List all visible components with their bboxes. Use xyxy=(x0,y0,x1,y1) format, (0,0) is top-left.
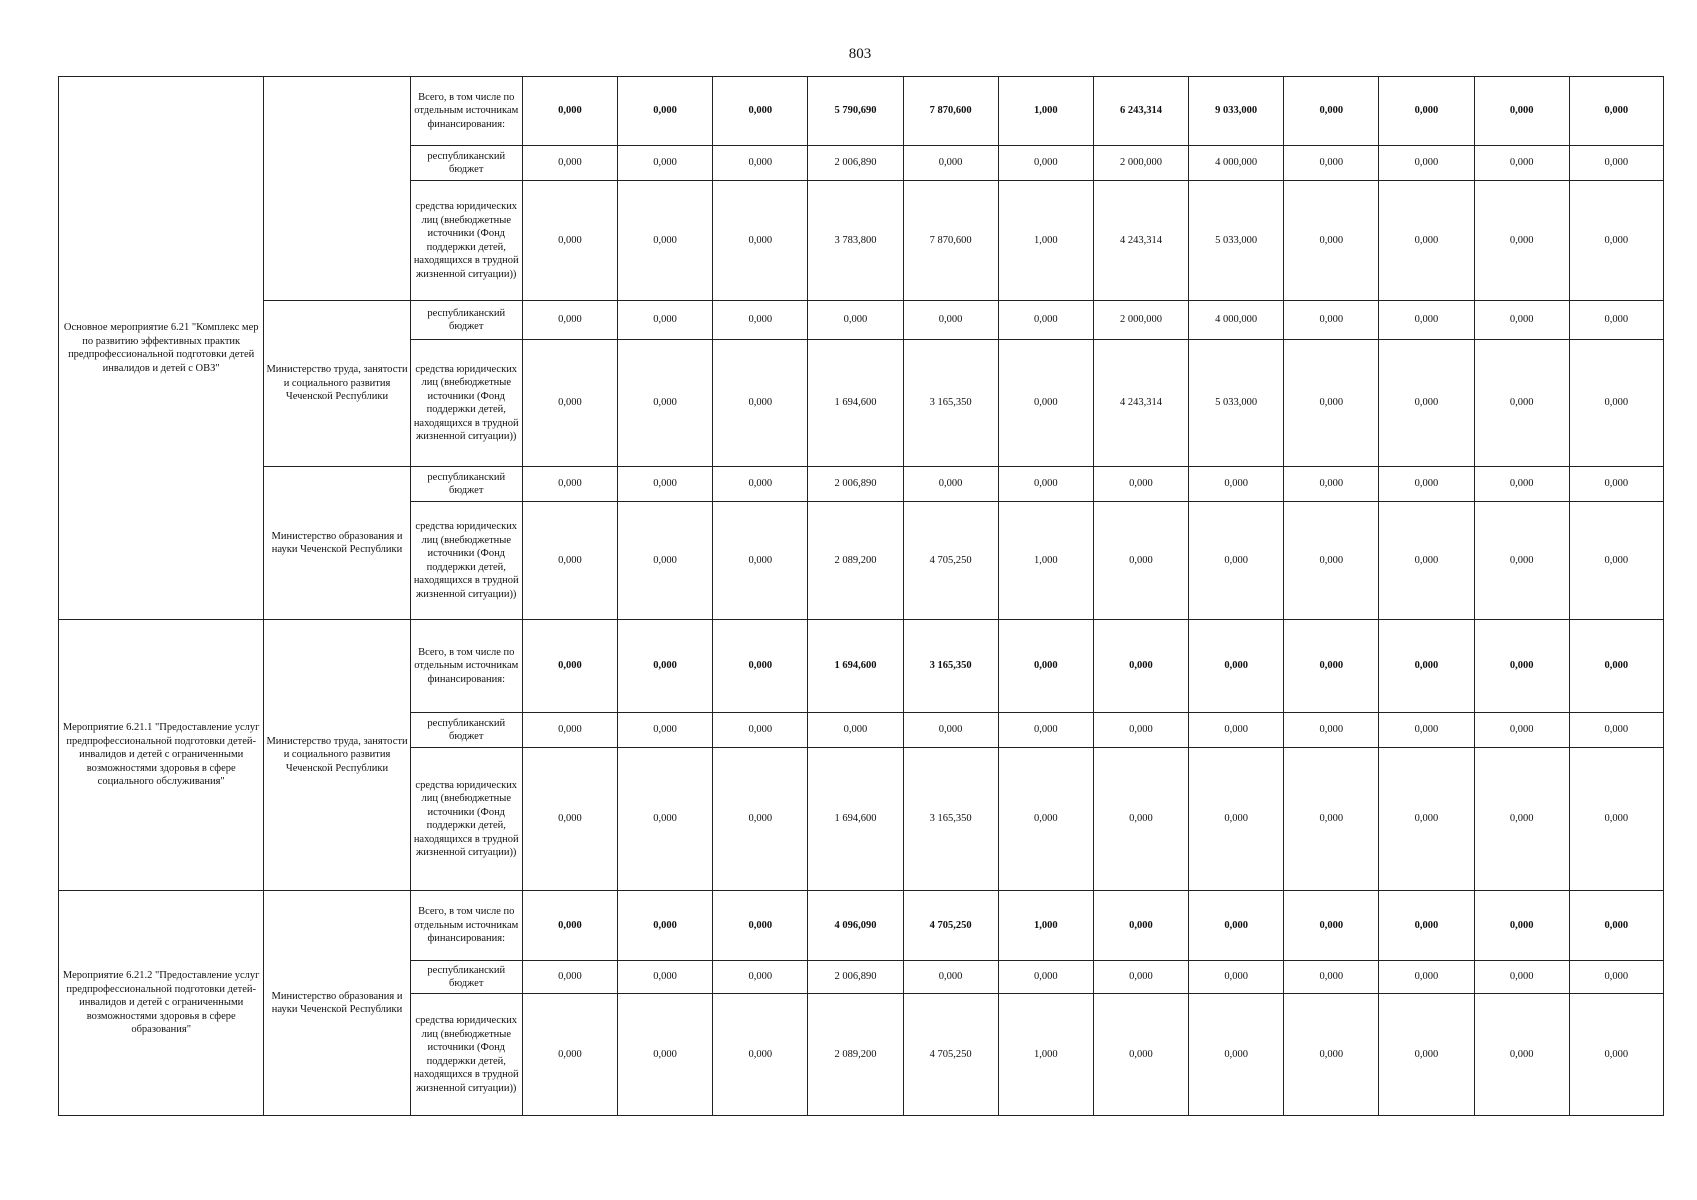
amount-cell: 0,000 xyxy=(618,301,713,340)
funding-source-cell: средства юридических лиц (внебюджетные источники (Фонд поддержки детей, находящихся в трудной жизненной ситуации)) xyxy=(410,994,522,1116)
funding-source-cell: республиканский бюджет xyxy=(410,146,522,181)
amount-cell: 0,000 xyxy=(903,713,998,748)
amount-cell: 0,000 xyxy=(618,620,713,713)
event-name-cell: Мероприятие 6.21.2 "Предоставление услуг предпрофессиональной подготовки детей-инвалидов и детей с ограниченными возможностями здоровья в сфере образования" xyxy=(59,891,264,1116)
amount-cell: 0,000 xyxy=(1474,994,1569,1116)
amount-cell: 1 694,600 xyxy=(808,340,903,467)
amount-cell: 0,000 xyxy=(713,301,808,340)
amount-cell: 0,000 xyxy=(1474,181,1569,301)
funding-source-cell: республиканский бюджет xyxy=(410,467,522,502)
amount-cell: 4 705,250 xyxy=(903,891,998,961)
amount-cell: 0,000 xyxy=(1093,713,1188,748)
amount-cell: 0,000 xyxy=(713,467,808,502)
table-row xyxy=(59,467,1664,502)
amount-cell: 0,000 xyxy=(1474,146,1569,181)
amount-cell: 3 165,350 xyxy=(903,340,998,467)
amount-cell: 0,000 xyxy=(1379,502,1474,620)
amount-cell: 1,000 xyxy=(998,77,1093,146)
amount-cell: 1,000 xyxy=(998,181,1093,301)
amount-cell: 4 243,314 xyxy=(1093,340,1188,467)
amount-cell: 4 000,000 xyxy=(1189,301,1284,340)
amount-cell: 0,000 xyxy=(1379,748,1474,891)
event-name-cell: Мероприятие 6.21.1 "Предоставление услуг предпрофессиональной подготовки детей-инвалидов и детей с ограниченными возможностями здоровья в сфере социального обслуживания" xyxy=(59,620,264,891)
amount-cell: 0,000 xyxy=(1284,713,1379,748)
executor-cell xyxy=(264,77,410,301)
amount-cell: 0,000 xyxy=(1189,467,1284,502)
amount-cell: 0,000 xyxy=(1093,502,1188,620)
amount-cell: 3 783,800 xyxy=(808,181,903,301)
amount-cell: 0,000 xyxy=(522,340,617,467)
amount-cell: 0,000 xyxy=(618,748,713,891)
amount-cell: 0,000 xyxy=(1379,146,1474,181)
amount-cell: 0,000 xyxy=(713,891,808,961)
page-number: 803 xyxy=(848,46,872,62)
amount-cell: 0,000 xyxy=(1379,713,1474,748)
amount-cell: 0,000 xyxy=(1474,467,1569,502)
amount-cell: 0,000 xyxy=(618,994,713,1116)
amount-cell: 0,000 xyxy=(713,994,808,1116)
amount-cell: 0,000 xyxy=(713,748,808,891)
amount-cell: 0,000 xyxy=(1284,467,1379,502)
table-row xyxy=(59,77,1664,146)
amount-cell: 1,000 xyxy=(998,502,1093,620)
amount-cell: 0,000 xyxy=(522,301,617,340)
amount-cell: 0,000 xyxy=(618,181,713,301)
amount-cell: 0,000 xyxy=(1284,301,1379,340)
amount-cell: 0,000 xyxy=(618,340,713,467)
amount-cell: 0,000 xyxy=(998,620,1093,713)
amount-cell: 4 705,250 xyxy=(903,994,998,1116)
amount-cell: 0,000 xyxy=(1474,301,1569,340)
amount-cell: 5 790,690 xyxy=(808,77,903,146)
amount-cell: 0,000 xyxy=(1569,340,1663,467)
amount-cell: 1,000 xyxy=(998,891,1093,961)
amount-cell: 2 006,890 xyxy=(808,961,903,994)
amount-cell: 0,000 xyxy=(1569,146,1663,181)
amount-cell: 0,000 xyxy=(998,961,1093,994)
amount-cell: 0,000 xyxy=(1569,620,1663,713)
amount-cell: 0,000 xyxy=(713,502,808,620)
funding-source-cell: республиканский бюджет xyxy=(410,301,522,340)
amount-cell: 0,000 xyxy=(1093,620,1188,713)
amount-cell: 9 033,000 xyxy=(1189,77,1284,146)
amount-cell: 0,000 xyxy=(1284,77,1379,146)
amount-cell: 0,000 xyxy=(618,467,713,502)
amount-cell: 0,000 xyxy=(1379,961,1474,994)
amount-cell: 0,000 xyxy=(522,961,617,994)
funding-source-cell: Всего, в том числе по отдельным источникам финансирования: xyxy=(410,77,522,146)
amount-cell: 4 096,090 xyxy=(808,891,903,961)
executor-cell: Министерство образования и науки Чеченской Республики xyxy=(264,467,410,620)
amount-cell: 0,000 xyxy=(713,620,808,713)
amount-cell: 0,000 xyxy=(1569,301,1663,340)
amount-cell: 0,000 xyxy=(1569,994,1663,1116)
amount-cell: 0,000 xyxy=(1284,891,1379,961)
amount-cell: 2 089,200 xyxy=(808,994,903,1116)
amount-cell: 6 243,314 xyxy=(1093,77,1188,146)
amount-cell: 0,000 xyxy=(998,467,1093,502)
amount-cell: 0,000 xyxy=(1284,181,1379,301)
amount-cell: 5 033,000 xyxy=(1189,181,1284,301)
amount-cell: 0,000 xyxy=(903,146,998,181)
amount-cell: 0,000 xyxy=(618,77,713,146)
amount-cell: 0,000 xyxy=(522,994,617,1116)
amount-cell: 0,000 xyxy=(1379,891,1474,961)
amount-cell: 0,000 xyxy=(1093,748,1188,891)
amount-cell: 0,000 xyxy=(1474,340,1569,467)
table-row xyxy=(59,301,1664,340)
funding-source-cell: Всего, в том числе по отдельным источникам финансирования: xyxy=(410,891,522,961)
amount-cell: 2 006,890 xyxy=(808,146,903,181)
amount-cell: 0,000 xyxy=(1379,620,1474,713)
financing-table xyxy=(58,76,1664,1116)
amount-cell: 0,000 xyxy=(522,748,617,891)
amount-cell: 0,000 xyxy=(522,181,617,301)
amount-cell: 0,000 xyxy=(522,502,617,620)
amount-cell: 0,000 xyxy=(1284,994,1379,1116)
amount-cell: 0,000 xyxy=(1474,502,1569,620)
amount-cell: 0,000 xyxy=(1284,748,1379,891)
amount-cell: 2 006,890 xyxy=(808,467,903,502)
amount-cell: 0,000 xyxy=(808,301,903,340)
amount-cell: 0,000 xyxy=(1569,467,1663,502)
amount-cell: 0,000 xyxy=(1474,77,1569,146)
amount-cell: 0,000 xyxy=(522,891,617,961)
amount-cell: 0,000 xyxy=(998,146,1093,181)
amount-cell: 0,000 xyxy=(522,77,617,146)
amount-cell: 4 243,314 xyxy=(1093,181,1188,301)
amount-cell: 0,000 xyxy=(1569,77,1663,146)
amount-cell: 5 033,000 xyxy=(1189,340,1284,467)
amount-cell: 0,000 xyxy=(903,301,998,340)
funding-source-cell: республиканский бюджет xyxy=(410,713,522,748)
amount-cell: 0,000 xyxy=(618,146,713,181)
executor-cell: Министерство труда, занятости и социального развития Чеченской Республики xyxy=(264,301,410,467)
executor-cell: Министерство труда, занятости и социального развития Чеченской Республики xyxy=(264,620,410,891)
amount-cell: 0,000 xyxy=(903,961,998,994)
amount-cell: 0,000 xyxy=(618,891,713,961)
amount-cell: 4 705,250 xyxy=(903,502,998,620)
funding-source-cell: средства юридических лиц (внебюджетные источники (Фонд поддержки детей, находящихся в трудной жизненной ситуации)) xyxy=(410,340,522,467)
amount-cell: 0,000 xyxy=(1569,502,1663,620)
amount-cell: 0,000 xyxy=(1189,502,1284,620)
amount-cell: 0,000 xyxy=(713,961,808,994)
event-name-cell: Основное мероприятие 6.21 "Комплекс мер по развитию эффективных практик предпрофессиональной подготовки детей инвалидов и детей с ОВЗ" xyxy=(59,77,264,620)
amount-cell: 4 000,000 xyxy=(1189,146,1284,181)
amount-cell: 0,000 xyxy=(522,467,617,502)
amount-cell: 7 870,600 xyxy=(903,181,998,301)
amount-cell: 0,000 xyxy=(903,467,998,502)
amount-cell: 2 089,200 xyxy=(808,502,903,620)
amount-cell: 0,000 xyxy=(713,146,808,181)
amount-cell: 0,000 xyxy=(522,713,617,748)
amount-cell: 1,000 xyxy=(998,994,1093,1116)
amount-cell: 0,000 xyxy=(1474,748,1569,891)
amount-cell: 0,000 xyxy=(1569,961,1663,994)
amount-cell: 0,000 xyxy=(1379,301,1474,340)
amount-cell: 0,000 xyxy=(1189,961,1284,994)
amount-cell: 0,000 xyxy=(1569,181,1663,301)
amount-cell: 0,000 xyxy=(618,961,713,994)
amount-cell: 0,000 xyxy=(1189,748,1284,891)
amount-cell: 0,000 xyxy=(998,713,1093,748)
amount-cell: 0,000 xyxy=(1189,713,1284,748)
executor-cell: Министерство образования и науки Чеченской Республики xyxy=(264,891,410,1116)
amount-cell: 0,000 xyxy=(618,502,713,620)
amount-cell: 0,000 xyxy=(1284,502,1379,620)
amount-cell: 0,000 xyxy=(1379,994,1474,1116)
amount-cell: 0,000 xyxy=(1189,620,1284,713)
amount-cell: 0,000 xyxy=(1379,181,1474,301)
amount-cell: 0,000 xyxy=(1189,994,1284,1116)
amount-cell: 1 694,600 xyxy=(808,620,903,713)
amount-cell: 0,000 xyxy=(1474,961,1569,994)
amount-cell: 0,000 xyxy=(1474,620,1569,713)
amount-cell: 0,000 xyxy=(998,748,1093,891)
amount-cell: 3 165,350 xyxy=(903,748,998,891)
amount-cell: 2 000,000 xyxy=(1093,301,1188,340)
amount-cell: 0,000 xyxy=(1474,891,1569,961)
table-row xyxy=(59,891,1664,961)
amount-cell: 0,000 xyxy=(1093,891,1188,961)
funding-source-cell: средства юридических лиц (внебюджетные источники (Фонд поддержки детей, находящихся в трудной жизненной ситуации)) xyxy=(410,748,522,891)
amount-cell: 0,000 xyxy=(998,340,1093,467)
funding-source-cell: средства юридических лиц (внебюджетные источники (Фонд поддержки детей, находящихся в трудной жизненной ситуации)) xyxy=(410,502,522,620)
amount-cell: 7 870,600 xyxy=(903,77,998,146)
amount-cell: 0,000 xyxy=(1569,748,1663,891)
amount-cell: 0,000 xyxy=(998,301,1093,340)
amount-cell: 3 165,350 xyxy=(903,620,998,713)
funding-source-cell: республиканский бюджет xyxy=(410,961,522,994)
amount-cell: 0,000 xyxy=(1093,961,1188,994)
amount-cell: 0,000 xyxy=(522,620,617,713)
amount-cell: 0,000 xyxy=(1379,467,1474,502)
funding-source-cell: Всего, в том числе по отдельным источникам финансирования: xyxy=(410,620,522,713)
amount-cell: 0,000 xyxy=(618,713,713,748)
financing-table-body xyxy=(59,77,1664,1116)
amount-cell: 0,000 xyxy=(1569,891,1663,961)
amount-cell: 0,000 xyxy=(808,713,903,748)
amount-cell: 0,000 xyxy=(1093,994,1188,1116)
amount-cell: 0,000 xyxy=(713,340,808,467)
amount-cell: 0,000 xyxy=(713,713,808,748)
funding-source-cell: средства юридических лиц (внебюджетные источники (Фонд поддержки детей, находящихся в трудной жизненной ситуации)) xyxy=(410,181,522,301)
amount-cell: 0,000 xyxy=(1189,891,1284,961)
amount-cell: 0,000 xyxy=(1284,146,1379,181)
amount-cell: 0,000 xyxy=(1379,340,1474,467)
amount-cell: 0,000 xyxy=(1379,77,1474,146)
amount-cell: 2 000,000 xyxy=(1093,146,1188,181)
table-row xyxy=(59,620,1664,713)
amount-cell: 0,000 xyxy=(1474,713,1569,748)
amount-cell: 0,000 xyxy=(713,77,808,146)
amount-cell: 0,000 xyxy=(1569,713,1663,748)
amount-cell: 0,000 xyxy=(1284,620,1379,713)
amount-cell: 0,000 xyxy=(713,181,808,301)
amount-cell: 0,000 xyxy=(522,146,617,181)
amount-cell: 1 694,600 xyxy=(808,748,903,891)
amount-cell: 0,000 xyxy=(1284,340,1379,467)
amount-cell: 0,000 xyxy=(1093,467,1188,502)
amount-cell: 0,000 xyxy=(1284,961,1379,994)
